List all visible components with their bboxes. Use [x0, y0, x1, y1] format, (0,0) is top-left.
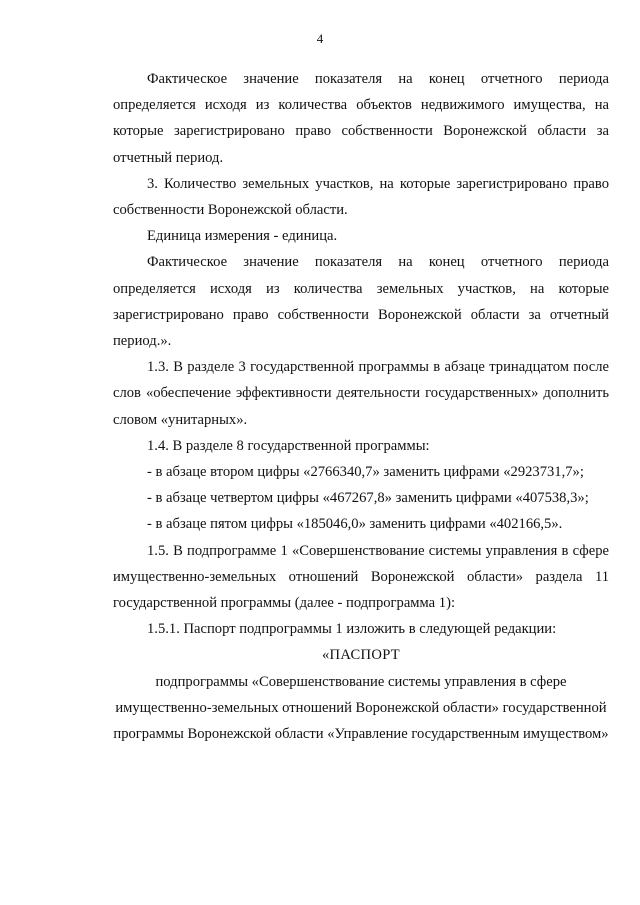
passport-subtitle: подпрограммы «Совершенствование системы управления в сфере имущественно-земельных отношений Воронежской области» государственной программы Воронежской области «Управление государственным имуществом» — [113, 673, 609, 743]
paragraph-section-8-heading: 1.4. В разделе 8 государственной программы: — [147, 437, 430, 454]
paragraph-section-8-item-4: - в абзаце четвертом цифры «467267,8» заменить цифрами «407538,3»; — [147, 490, 589, 507]
paragraph-section-8-item-5: - в абзаце пятом цифры «185046,0» заменить цифрами «402166,5». — [147, 516, 563, 533]
paragraph-passport-intro: 1.5.1. Паспорт подпрограммы 1 изложить в следующей редакции: — [147, 621, 557, 638]
paragraph-indicator-definition-land: Фактическое значение показателя на конец отчетного периода определяется исходя из количества земельных участков, на которые зарегистрировано право собственности Воронежской области за отчетный период.». — [113, 254, 609, 350]
paragraph-section-8-item-2: - в абзаце втором цифры «2766340,7» заменить цифрами «2923731,7»; — [147, 464, 584, 481]
paragraph-section-3-amendment: 1.3. В разделе 3 государственной программы в абзаце тринадцатом после слов «обеспечение эффективности деятельности государственных» дополнить словом «унитарных». — [113, 359, 609, 428]
paragraph-land-plots-count: 3. Количество земельных участков, на которые зарегистрировано право собственности Воронежской области. — [113, 175, 609, 219]
paragraph-indicator-definition-property: Фактическое значение показателя на конец отчетного периода определяется исходя из количества объектов недвижимого имущества, на которые зарегистрировано право собственности Воронежской области за отчетный период. — [113, 71, 609, 166]
passport-title: «ПАСПОРТ — [321, 647, 401, 664]
paragraph-unit-of-measure: Единица измерения - единица. — [147, 228, 338, 245]
paragraph-subprogram-1: 1.5. В подпрограмме 1 «Совершенствование системы управления в сфере имущественно-земельных отношений Воронежской области» раздела 11 государственной программы (далее - подпрограмма 1): — [113, 542, 609, 612]
page-number: 4 — [316, 31, 324, 46]
document-body — [113, 66, 609, 747]
